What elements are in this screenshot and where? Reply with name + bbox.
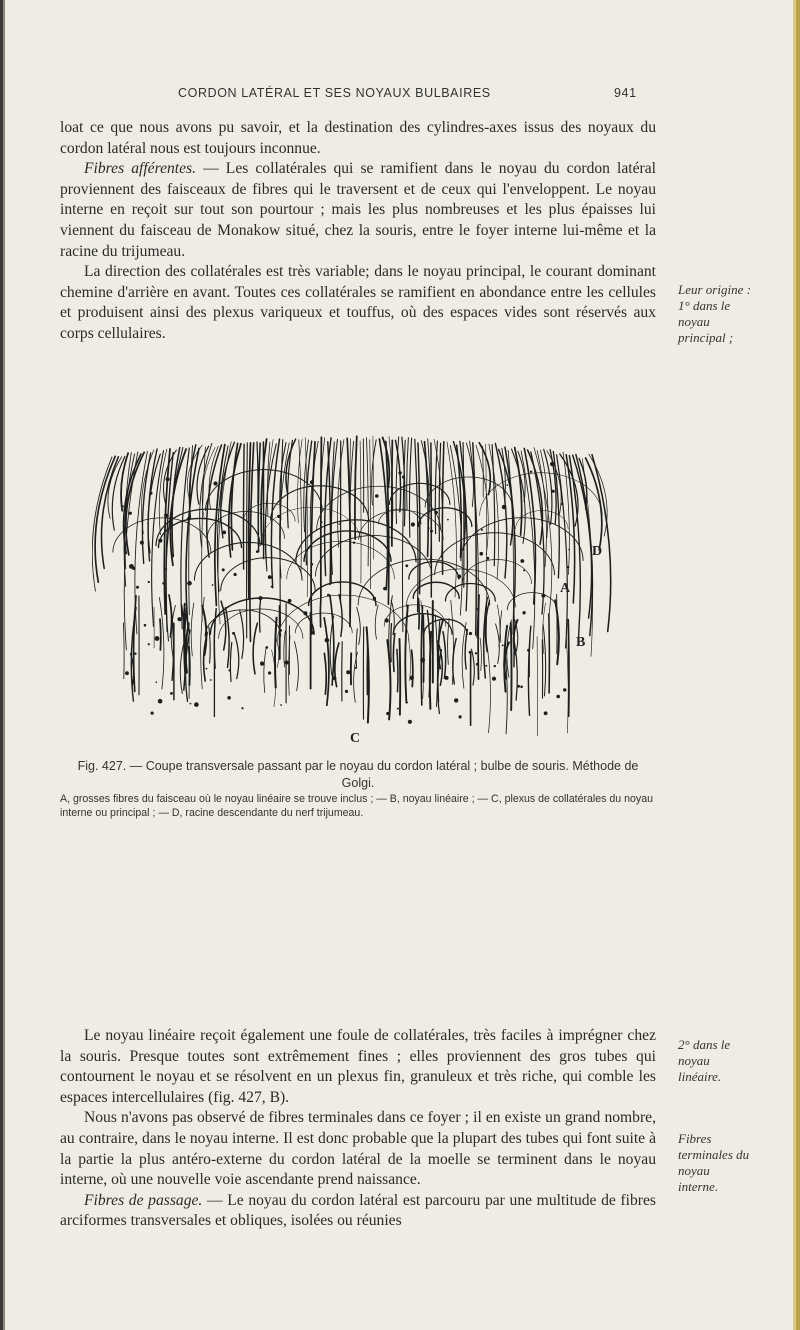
section-heading-italic: Fibres afférentes. <box>84 160 197 178</box>
running-head-title: CORDON LATÉRAL ET SES NOYAUX BULBAIRES <box>178 86 491 100</box>
page-binding-edge <box>0 0 14 1330</box>
figure-label-b: B <box>576 635 586 650</box>
paragraph-noyau-lineaire: Le noyau linéaire reçoit également une foule de collatérales, très faciles à imprégner chez la souris. Presque toutes sont extrêmement fines ; elles proviennent des gros tubes qui contournent le noyau et se résolvent en un plexus fin, granuleux et très riche, qui comble les espaces intercellulaires (fig. 427, B). <box>60 1027 656 1106</box>
figure-caption: Fig. 427. — Coupe transversale passant par le noyau du cordon latéral ; bulbe de souris. Méthode de Golgi. <box>77 759 639 790</box>
paragraph-text: — Le noyau du cordon latéral est parcouru par une multitude de fibres arciformes transversales et obliques, isolées ou réunies <box>60 1191 656 1230</box>
margin-note-origine: Leur origine : 1° dans le noyau principal ; <box>678 282 751 345</box>
page-outer-edge <box>790 0 800 1330</box>
section-heading-italic: Fibres de passage. <box>84 1191 203 1209</box>
margin-note-fibres-terminales: Fibres terminales du noyau interne. <box>678 1131 750 1194</box>
figure-label-d: D <box>592 544 603 559</box>
paragraph-fibres-afferentes <box>60 159 656 262</box>
paragraph-direction-collaterales: La direction des collatérales est très variable; dans le noyau principal, le courant dominant chemine d'arrière en avant. Toutes ces collatérales se ramifient en abondance entre les cellules et produisent ainsi des plexus variqueux et touffus, où des espaces vides sont réservés aux corps cellulaires. <box>60 263 656 342</box>
page-number: 941 <box>614 86 637 100</box>
figure-label-c: C <box>350 731 361 742</box>
paragraph-text: — Les collatérales qui se ramifient dans le noyau du cordon latéral proviennent des faisceaux de fibres qui le traversent et de ceux qui l'enveloppent. Le noyau interne en reçoit sur tout son pourtour ; mais les plus nombreuses et les plus épaisses lui viennent du faisceau de Monakow situé, chez la souris, entre le foyer interne lui-même et la racine du trijumeau. <box>60 160 656 260</box>
paragraph-continuation: loat ce que nous avons pu savoir, et la destination des cylindres-axes issus des noyaux du cordon latéral nous est toujours inconnue. <box>60 119 656 157</box>
figure-427-illustration <box>92 424 612 742</box>
margin-note-noyau-lineaire: 2° dans le noyau linéaire. <box>678 1037 731 1084</box>
body-text-bottom <box>60 1026 656 1232</box>
paragraph-fibres-terminales: Nous n'avons pas observé de fibres terminales dans ce foyer ; il en existe un grand nombre, au contraire, dans le noyau interne. Il est donc probable que la plupart des tubes qui font suite à la partie la plus antéro-externe du cordon latéral de la moelle se terminent dans le noyau interne, où une nouvelle voie ascendante prend naissance. <box>60 1109 656 1189</box>
figure-label-a: A <box>560 581 571 596</box>
paragraph-fibres-passage <box>60 1191 656 1232</box>
body-text-top <box>60 118 656 345</box>
figure-legend: A, grosses fibres du faisceau où le noyau linéaire se trouve inclus ; — B, noyau linéaire ; — C, plexus de collatérales du noyau interne ou principal ; — D, racine descendante du nerf trijumeau. <box>60 793 653 819</box>
golgi-section-drawing <box>92 424 612 742</box>
